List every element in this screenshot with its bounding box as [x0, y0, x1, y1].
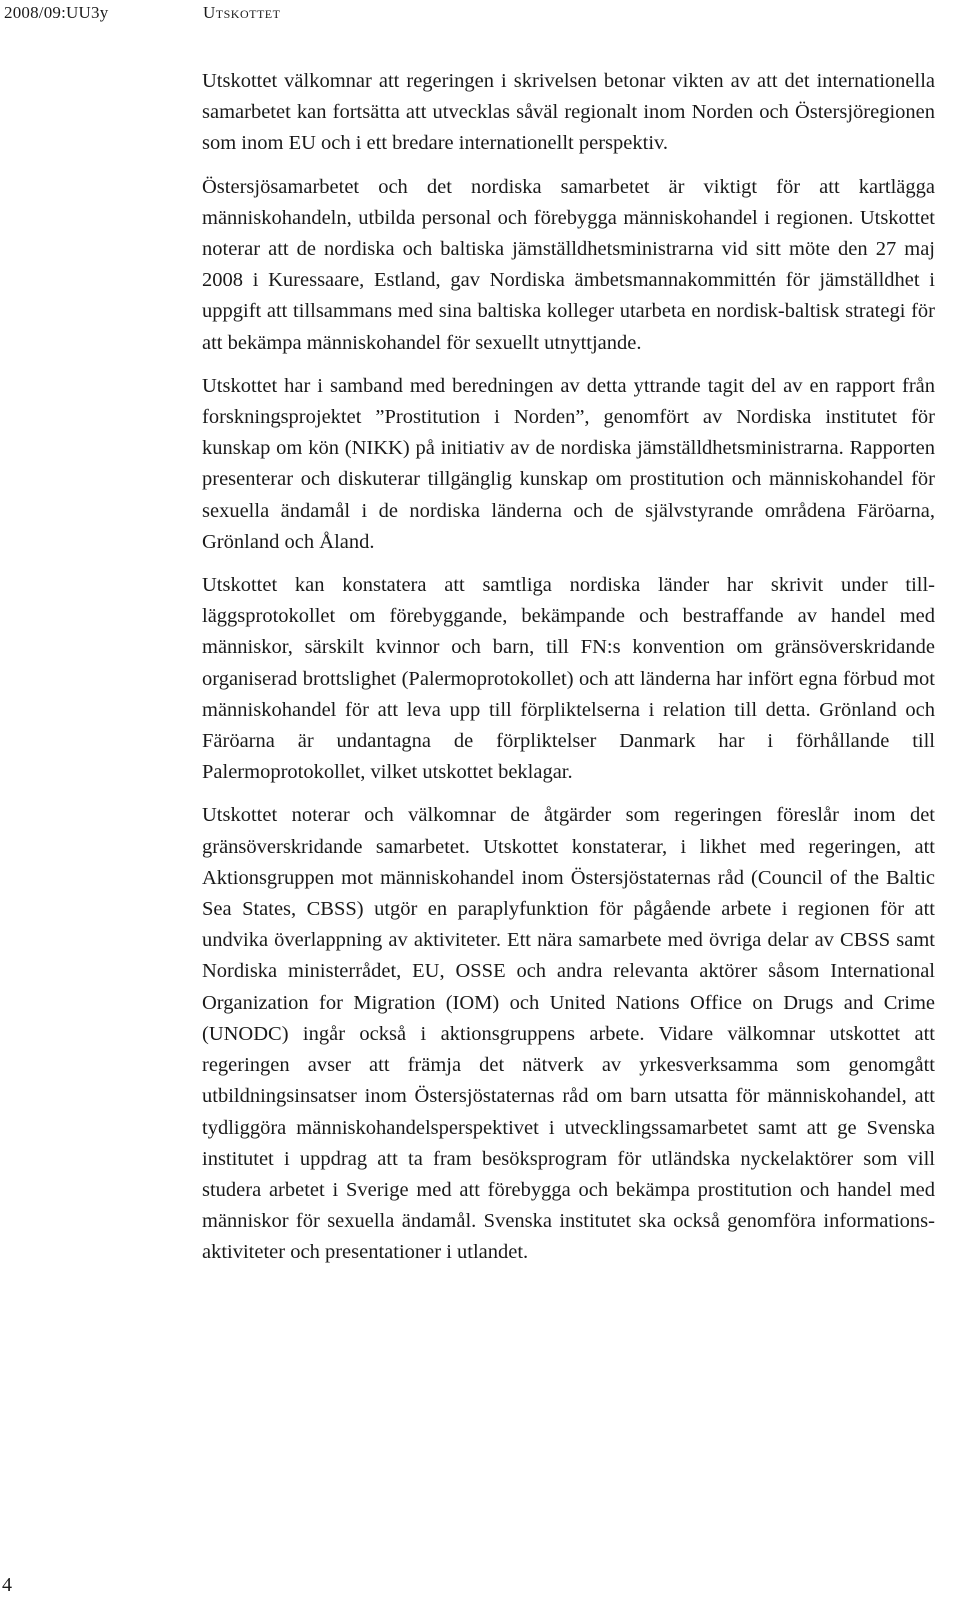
body-text [202, 66, 935, 1281]
paragraph: Utskottet har i samband med beredningen av detta yttrande tagit del av en rapport från forskningsprojektet ”Prostitution i Norden”, genomfört av Nordiska institutet för kunskap om kön (NIKK) på initiativ av de nordiska jämställdhetsministrarna. Rapporten presenterar och diskuterar tillgänglig kunskap om prostitution och människohandel för sexuella ändamål i de nordiska länderna och de självstyrande områdena Färöarna, Grönland och Åland. [202, 374, 935, 553]
document-id: 2008/09:UU3y [4, 3, 109, 22]
paragraph: Utskottet kan konstatera att samtliga nordiska länder har skrivit under tillläggsprotokollet om förebyggande, bekämpande och bestraffande av handel med människor, särskilt kvinnor och barn, till FN:s konvention om gränsöverskridande organiserad brottslighet (Palermoprotokollet) och att länderna har infört egna förbud mot människohandel för att leva upp till förpliktelserna i relation till detta. Grönland och Färöarna är undantagna de förpliktelser Danmark har i förhållande till Palermoprotokollet, vilket utskottet beklagar. [202, 574, 935, 784]
section-title: Utskottet [203, 3, 281, 22]
paragraph: Utskottet noterar och välkomnar de åtgärder som regeringen föreslår inom det gränsöverskridande samarbetet. Utskottet konstaterar, i likhet med regeringen, att Aktionsgruppen mot människohandel inom Östersjöstaternas råd (Council of the Baltic Sea States, CBSS) utgör en paraplyfunktion för pågående arbete i regionen för att undvika överlappning av aktiviteter. Ett nära samarbete med övriga delar av CBSS samt Nordiska ministerrådet, EU, OSSE och andra relevanta aktörer såsom International Organization for Migration (IOM) och United Nations Office on Drugs and Crime (UNODC) ingår också i aktionsgruppens arbete. Vidare välkomnar utskottet att regeringen avser att främja det nätverk av yrkesverksamma som genomgått utbildningsinsatser inom Östersjöstaternas råd om barn utsatta för människohandel, att tydliggöra människohandelsperspektivet i utvecklingssamarbetet samt att ge Svenska institutet i uppdrag att ta fram besöksprogram för utländska nyckelaktörer som vill studera arbetet i Sverige med att förebygga och bekämpa prostitution och handel med människor för sexuella ändamål. Svenska institutet ska också genomföra informationsaktiviteter och presentationer i utlandet. [202, 804, 935, 1264]
paragraph: Östersjösamarbetet och det nordiska samarbetet är viktigt för att kartlägga människohandeln, utbilda personal och förebygga människohandel i regionen. Utskottet noterar att de nordiska och baltiska jämställdhetsministrarna vid sitt möte den 27 maj 2008 i Kuressaare, Estland, gav Nordiska ämbetsmannakommittén för jämställdhet i uppgift att tillsammans med sina baltiska kolleger utarbeta en nordisk-baltisk strategi för att bekämpa människohandel för sexuellt utnyttjande. [202, 175, 935, 354]
paragraph: Utskottet välkomnar att regeringen i skrivelsen betonar vikten av att det internationella samarbetet kan fortsätta att utvecklas såväl regionalt inom Norden och Östersjöregionen som inom EU och i ett bredare internationellt perspektiv. [202, 70, 935, 155]
page-number: 4 [2, 1574, 12, 1596]
